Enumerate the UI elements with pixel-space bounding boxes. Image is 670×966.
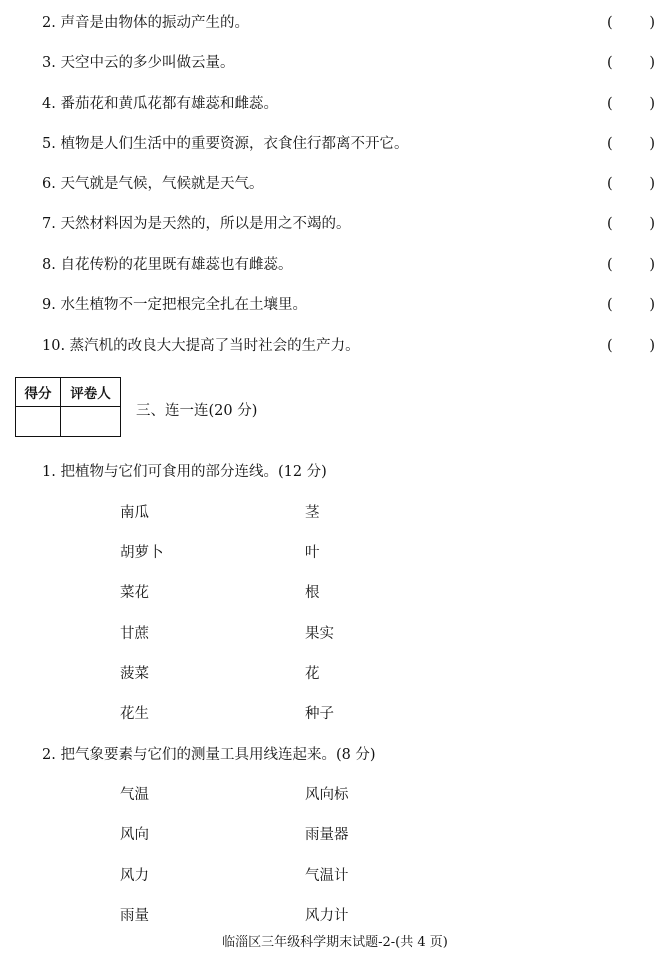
match-left-item[interactable]: 雨量 xyxy=(120,908,149,924)
tf-item xyxy=(42,52,656,74)
match-left-item[interactable]: 风向 xyxy=(120,827,149,843)
match-left-item[interactable]: 甘蔗 xyxy=(120,626,149,642)
answer-blank[interactable]: ( ) xyxy=(607,136,655,152)
answer-blank[interactable]: ( ) xyxy=(607,338,655,354)
match-left-item[interactable]: 胡萝卜 xyxy=(120,545,164,561)
tf-item xyxy=(42,213,656,235)
tf-item-text: 8. 自花传粉的花里既有雄蕊也有雌蕊。 xyxy=(42,257,293,273)
tf-item-text: 4. 番茄花和黄瓜花都有雄蕊和雌蕊。 xyxy=(42,96,278,112)
answer-blank[interactable]: ( ) xyxy=(607,297,655,313)
tf-item-text: 5. 植物是人们生活中的重要资源，衣食住行都离不开它。 xyxy=(42,136,409,152)
tf-item xyxy=(42,12,656,34)
tf-item-text: 10. 蒸汽机的改良大大提高了当时社会的生产力。 xyxy=(42,338,360,354)
match-right-item[interactable]: 果实 xyxy=(305,626,334,642)
tf-item xyxy=(42,335,656,357)
tf-item xyxy=(42,93,656,115)
score-box xyxy=(15,377,121,437)
match-right-item[interactable]: 花 xyxy=(305,666,320,682)
match-right-item[interactable]: 叶 xyxy=(305,545,320,561)
match-right-item[interactable]: 风向标 xyxy=(305,787,349,803)
tf-item xyxy=(42,173,656,195)
match-left-item[interactable]: 菜花 xyxy=(120,585,149,601)
tf-item-text: 7. 天然材料因为是天然的，所以是用之不竭的。 xyxy=(42,216,351,232)
match-right-item[interactable]: 茎 xyxy=(305,505,320,521)
answer-blank[interactable]: ( ) xyxy=(607,216,655,232)
answer-blank[interactable]: ( ) xyxy=(607,15,655,31)
match-left-item[interactable]: 气温 xyxy=(120,787,149,803)
match-right-item[interactable]: 风力计 xyxy=(305,908,349,924)
answer-blank[interactable]: ( ) xyxy=(607,96,655,112)
score-label: 得分 xyxy=(16,378,61,407)
answer-blank[interactable]: ( ) xyxy=(607,257,655,273)
grader-cell[interactable] xyxy=(61,407,121,437)
match-right-item[interactable]: 气温计 xyxy=(305,868,349,884)
match-left-item[interactable]: 南瓜 xyxy=(120,505,149,521)
question-title: 2. 把气象要素与它们的测量工具用线连起来。(8 分) xyxy=(42,747,376,763)
match-right-item[interactable]: 雨量器 xyxy=(305,827,349,843)
answer-blank[interactable]: ( ) xyxy=(607,55,655,71)
tf-item-text: 2. 声音是由物体的振动产生的。 xyxy=(42,15,249,31)
match-left-item[interactable]: 花生 xyxy=(120,706,149,722)
question-title: 1. 把植物与它们可食用的部分连线。(12 分) xyxy=(42,464,327,480)
page-footer: 临淄区三年级科学期末试题-2-(共 4 页) xyxy=(222,935,448,950)
tf-item xyxy=(42,133,656,155)
match-left-item[interactable]: 风力 xyxy=(120,868,149,884)
match-left-item[interactable]: 菠菜 xyxy=(120,666,149,682)
match-right-item[interactable]: 种子 xyxy=(305,706,334,722)
score-cell[interactable] xyxy=(16,407,61,437)
tf-item-text: 9. 水生植物不一定把根完全扎在土壤里。 xyxy=(42,297,307,313)
tf-item xyxy=(42,254,656,276)
tf-item-text: 6. 天气就是气候，气候就是天气。 xyxy=(42,176,264,192)
grader-label: 评卷人 xyxy=(61,378,121,407)
answer-blank[interactable]: ( ) xyxy=(607,176,655,192)
match-right-item[interactable]: 根 xyxy=(305,585,320,601)
tf-item-text: 3. 天空中云的多少叫做云量。 xyxy=(42,55,235,71)
section-title: 三、连一连(20 分) xyxy=(136,403,258,419)
tf-item xyxy=(42,294,656,316)
